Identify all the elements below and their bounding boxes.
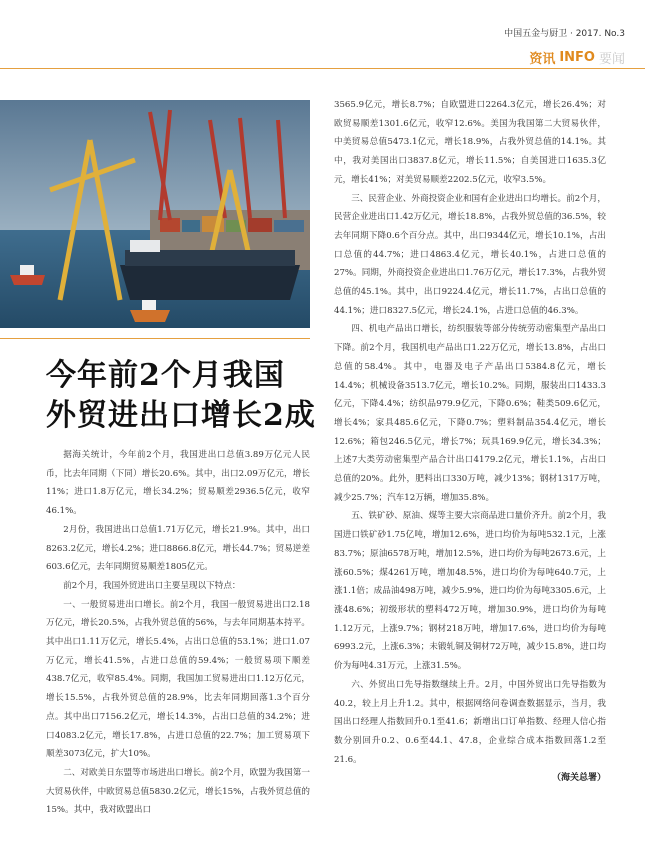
paragraph: 五、铁矿砂、原油、煤等主要大宗商品进口量价齐升。前2个月，我国进口铁矿砂1.75亿吨，增加12.6%，进口均价为每吨532.1元，上涨83.7%；原油6578万吨，增加12.5%，进口均价为每吨2673.6元，上涨60.5%；煤4261万吨，增加48.5%，进口均价为每吨640.7元，上涨1.1倍；成品油498万吨，减少5.9%，进口均价为每吨3305.6元，上涨48.6%；初级形状的塑料472万吨，增加30.9%，进口均价为每吨1.12万元，上涨9.7%；钢材218万吨，增加17.6%，进口均价为每吨6993.2元，上涨6.3%；未锻轧铜及铜材72万吨，减少15.8%，进口均价为每吨4.31万元，上涨31.5%。 xyxy=(334,511,606,672)
section-cn: 资讯 xyxy=(529,52,556,67)
paragraph: 3565.9亿元，增长8.7%；自欧盟进口2264.3亿元，增长26.4%；对欧贸易顺差1301.6亿元，收窄12.6%。美国为我国第二大贸易伙伴，中美贸易总值5473.1亿元，增长18.9%，占我外贸总值的14.1%。其中，我对美国出口3837.8亿元，增长11.5%；自美国进口1635.3亿元，增长41%；对美贸易顺差2202.5亿元，收窄3.5%。 xyxy=(334,100,606,185)
paragraph: 二、对欧美日东盟等市场进出口增长。前2个月，欧盟为我国第一大贸易伙伴，中欧贸易总值5830.2亿元，增长15%，占我外贸总值的15%。其中，我对欧盟出口 xyxy=(46,767,311,816)
paragraph: 据海关统计，今年前2个月，我国进出口总值3.89万亿元人民币，比去年同期（下同）增长20.6%。其中，出口2.09万亿元，增长11%；进口1.8万亿元，增长34.2%；贸易顺差2936.5亿元，收窄46.1%。 xyxy=(46,450,310,517)
article-title xyxy=(46,356,316,436)
header-rule xyxy=(0,68,645,69)
title-line-1: 今年前2个月我国 xyxy=(46,358,285,393)
article-column-right xyxy=(334,96,606,788)
paragraph: 前2个月，我国外贸进出口主要呈现以下特点： xyxy=(63,580,241,591)
section-sub: 要闻 xyxy=(598,52,625,67)
paragraph: 一、一般贸易进出口增长。前2个月，我国一般贸易进出口2.18万亿元，增长20.5%，占我外贸总值的56%，与去年同期基本持平。其中出口1.11万亿元，增长5.4%，占出口总值的53.1%；进口1.07万亿元，增长41.5%，占进口总值的59.4%；一般贸易项下顺差438.7亿元，收窄85.4%。同期，我国加工贸易进出口1.12万亿元，增长15.5%，占我外贸总值的28.9%，比去年同期回落1.3个百分点。其中出口7156.2亿元，增长14.3%，占出口总值的34.2%；进口4083.2亿元，增长17.8%，占进口总值的22.7%；加工贸易项下顺差3073亿元，扩大10%。 xyxy=(46,599,310,760)
paragraph: 2月份，我国进出口总值1.71万亿元，增长21.9%。其中，出口8263.2亿元，增长4.2%；进口8866.8亿元，增长44.7%；贸易逆差603.6亿元，去年同期贸易顺差1805亿元。 xyxy=(46,524,310,573)
article-column-left xyxy=(46,446,310,820)
port-cranes-photo xyxy=(0,100,310,328)
paragraph: 三、民营企业、外商投资企业和国有企业进出口均增长。前2个月，民营企业进出口1.42万亿元，增长18.8%，占我外贸总值的36.5%，较去年同期下降0.6个百分点。其中，出口9344亿元，增长10.1%，占出口总值的44.7%；进口4863.4亿元，增长40.1%，占进口总值的27%。同期，外商投资企业进出口1.76万亿元，增长17.3%，占我外贸总值的45.1%。其中，出口9224.4亿元，增长11.7%，占出口总值的44.1%；进口8327.5亿元，增长24.1%，占进口总值的46.3%。 xyxy=(334,193,606,316)
issue-meta: 中国五金与厨卫 · 2017. No.3 xyxy=(504,29,625,39)
title-rule xyxy=(0,338,310,339)
article-source: （海关总署） xyxy=(551,773,606,784)
paragraph: 四、机电产品出口增长，纺织服装等部分传统劳动密集型产品出口下降。前2个月，我国机电产品出口1.22万亿元，增长13.8%，占出口总值的58.4%。其中，电器及电子产品出口5384.8亿元，增长14.4%；机械设备3513.7亿元，增长10.2%。同期，服装出口1433.3亿元，下降4.4%；纺织品979.9亿元，下降0.6%；鞋类509.6亿元，增长4%；家具485.6亿元，下降0.7%；塑料制品354.4亿元，增长12.6%；箱包246.5亿元，增长7%；玩具169.9亿元，增长34.3%；上述7大类劳动密集型产品合计出口4179.2亿元，增长1.1%，占出口总值的20%。此外，肥料出口330万吨，减少13%；钢材1317万吨，减少25.7%；汽车12万辆，增加35.8%。 xyxy=(334,324,606,503)
paragraph: 六、外贸出口先导指数继续上升。2月，中国外贸出口先导指数为40.2，较上月上升1.2。其中，根据网络问卷调查数据显示，当月，我国出口经理人指数回升0.1至41.6；新增出口订单指数、经理人信心指数分别回升0.2、0.6至44.1、47.8，企业综合成本指数回落1.2至21.6。 xyxy=(334,679,606,765)
section-header xyxy=(529,48,625,67)
title-line-2: 外贸进出口增长2成 xyxy=(46,398,316,433)
section-en: INFO xyxy=(559,50,595,65)
port-cranes-illustration xyxy=(0,100,310,328)
